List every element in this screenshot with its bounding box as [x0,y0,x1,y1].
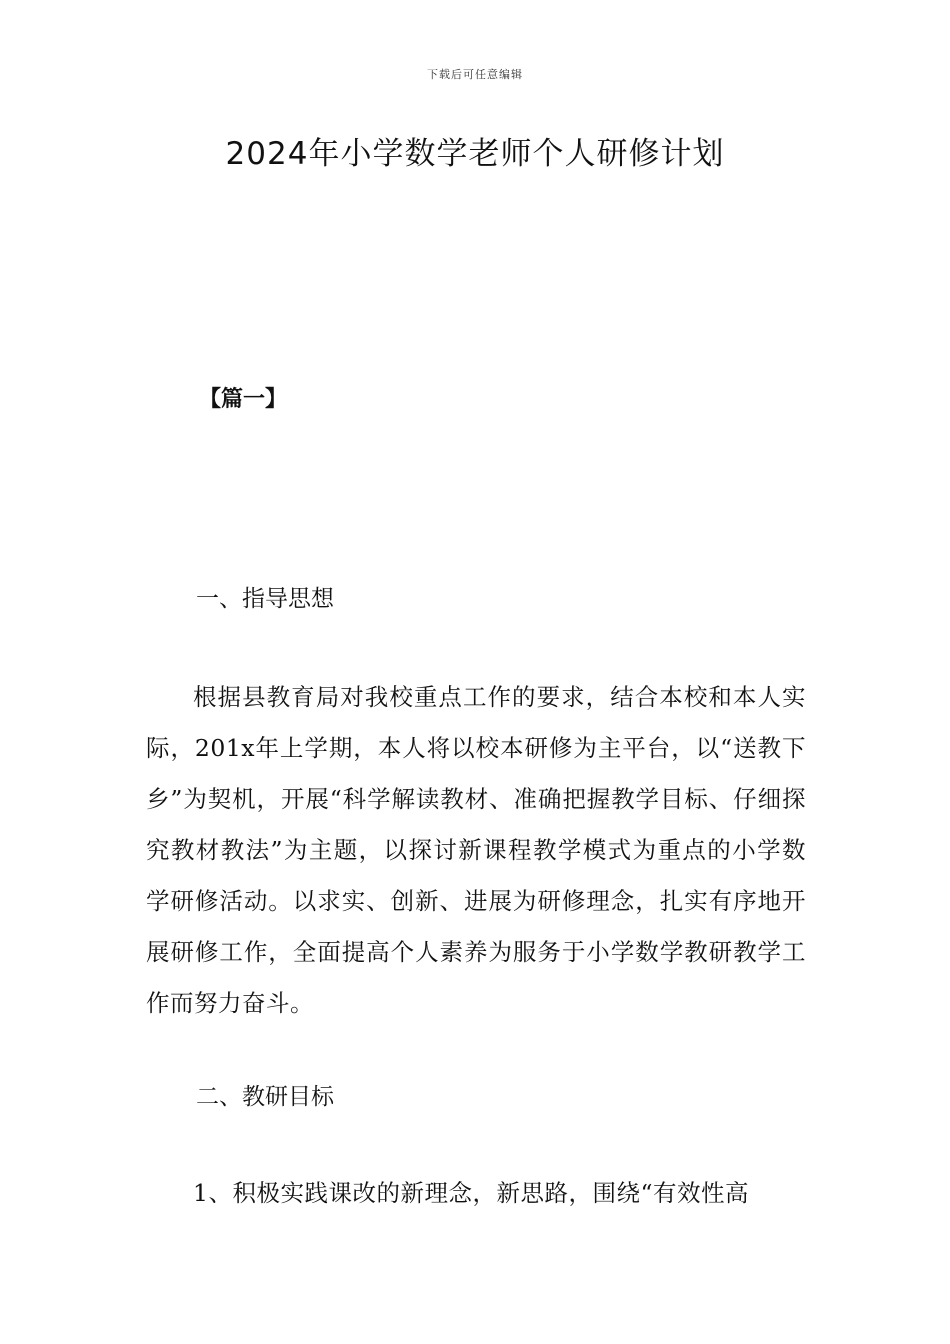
section-heading-guiding-ideology: 一、指导思想 [196,586,334,612]
document-title: 2024年小学数学老师个人研修计划 [225,136,725,172]
section-marker: 【篇一】 [199,387,288,412]
section-heading-research-goals: 二、教研目标 [196,1084,334,1110]
paragraph-research-goals: 1、积极实践课改的新理念，新思路，围绕“有效性高 [193,1179,749,1207]
header-note: 下载后可任意编辑 [427,68,523,81]
paragraph-guiding-ideology: 根据县教育局对我校重点工作的要求，结合本校和本人实际，201x年上学期，本人将以校本研修为主平台，以“送教下乡”为契机，开展“科学解读教材、准确把握教学目标、仔细探究教材教法”为主题，以探讨新课程教学模式为重点的小学数学研修活动。以求实、创新、进展为研修理念，扎实有序地开展研修工作，全面提高个人素养为服务于小学数学教研教学工作而努力奋斗。 [146,683,806,1017]
